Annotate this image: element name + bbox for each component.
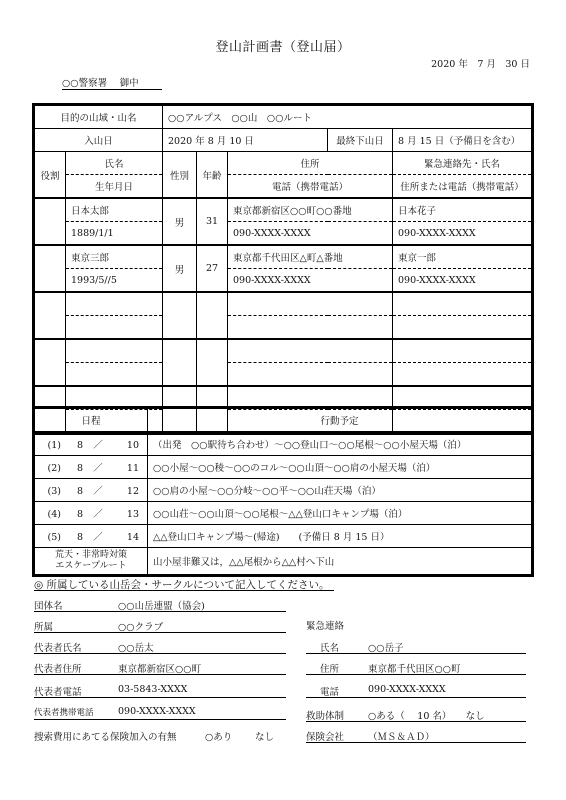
club-field-label: 所属	[34, 622, 54, 633]
schedule-no: (2)	[47, 463, 61, 474]
club-field-label: 代表者氏名	[34, 643, 82, 654]
member-row-2	[35, 316, 532, 340]
club-field-value[interactable]: ○○クラブ	[118, 622, 164, 633]
schedule-no: (3)	[47, 486, 61, 497]
club-field-value[interactable]: 090-XXXX-XXXX	[118, 706, 196, 717]
schedule-date[interactable]	[35, 502, 148, 525]
schedule-body	[35, 432, 532, 548]
emergency-field-value[interactable]: 090-XXXX-XXXX	[368, 684, 446, 695]
member-sex[interactable]	[163, 292, 197, 339]
schedule-month: 8	[76, 440, 83, 451]
insurance-label: 捜索費用にあてる保険加入の有無	[34, 732, 177, 743]
schedule-month: 8	[76, 509, 83, 520]
member-address[interactable]	[228, 339, 393, 363]
escape-value[interactable]: 山小屋非難又は，△△尾根から△△村へ下山	[148, 548, 532, 575]
entry-date-label: 入山日	[35, 129, 163, 152]
member-row	[35, 292, 532, 316]
page-title: 登山計画書（登山届）	[215, 40, 351, 55]
club-field-underline	[34, 611, 286, 612]
member-emergency-contact[interactable]	[393, 363, 532, 387]
member-name[interactable]	[66, 292, 163, 316]
insurer-label: 保険会社	[306, 732, 345, 743]
emergency-header: 緊急連絡先・氏名	[393, 152, 532, 175]
member-emergency-name[interactable]: 東京一郎	[393, 245, 532, 269]
last-day-value[interactable]: 8 月 15 日（予備日を含む）	[393, 129, 532, 152]
recipient-underline	[62, 89, 162, 90]
date-row	[35, 129, 532, 152]
member-birth[interactable]	[66, 316, 163, 340]
schedule-no: (5)	[47, 532, 61, 543]
schedule-plan[interactable]: △△登山口キャンプ場～(帰途) (予備日 8 月 15 日）	[148, 525, 532, 548]
club-field-value[interactable]: 03-5843-XXXX	[118, 684, 188, 695]
member-phone[interactable]: 090-XXXX-XXXX	[228, 269, 393, 293]
member-address[interactable]: 東京都新宿区○○町○○番地	[228, 198, 393, 222]
member-age[interactable]: 27	[197, 245, 228, 292]
address-header: 住所	[228, 152, 393, 175]
member-name[interactable]: 日本太郎	[66, 198, 163, 222]
escape-label	[35, 548, 148, 575]
destination-value[interactable]: ○○アルプス ○○山 ○○ルート	[163, 106, 532, 129]
member-row-2	[35, 222, 532, 246]
role-header: 役割	[35, 152, 66, 199]
plan-table	[34, 105, 532, 433]
emergency-field-label: 電話	[320, 687, 340, 698]
club-field-underline	[34, 719, 286, 720]
club-heading: ◎ 所属している山岳会・サークルについて記入してください。	[34, 579, 330, 591]
schedule-slash: ／	[93, 440, 103, 451]
member-name[interactable]	[66, 339, 163, 363]
schedule-day: 13	[126, 509, 139, 520]
schedule-row	[35, 456, 532, 479]
schedule-month: 8	[76, 532, 83, 543]
club-field-label: 代表者住所	[34, 664, 82, 675]
club-field-underline	[34, 632, 286, 633]
schedule-slash: ／	[93, 463, 103, 474]
schedule-plan[interactable]: ○○肩の小屋～○○分岐～○○平～○○山荘天場（泊）	[148, 479, 532, 502]
age-header: 年齢	[197, 152, 228, 199]
schedule-month: 8	[76, 486, 83, 497]
recipient: ○○警察署 御中	[62, 78, 139, 89]
escape-label-line-1: 荒天・非常時対策	[54, 550, 127, 560]
member-row	[35, 245, 532, 269]
club-field-value[interactable]: ○○山岳連盟（協会)	[118, 601, 205, 612]
member-header-row-2	[35, 175, 532, 199]
member-header-row	[35, 152, 532, 175]
club-field-label: 代表者携帯電話	[34, 708, 94, 718]
rescue-label: 救助体制	[306, 711, 345, 722]
emergency-field-underline	[306, 697, 526, 698]
schedule-day: 10	[126, 440, 139, 451]
document-date: 2020 年 7 月 30 日	[431, 59, 530, 70]
emergency-field-value[interactable]: ○○岳子	[368, 643, 404, 654]
member-birth[interactable]: 1993/5//5	[66, 269, 163, 293]
member-row	[35, 339, 532, 363]
rescue-value[interactable]: ○ある（ 10 名） なし	[368, 711, 485, 722]
member-phone[interactable]	[228, 363, 393, 387]
member-role[interactable]	[35, 339, 66, 386]
emergency-field-value[interactable]: 東京都千代田区○○町	[368, 664, 461, 675]
schedule-day-header: 日程	[35, 409, 148, 433]
schedule-table	[34, 408, 532, 575]
schedule-row	[35, 502, 532, 525]
schedule-date[interactable]	[35, 525, 148, 548]
member-age[interactable]	[197, 339, 228, 386]
member-age[interactable]	[197, 292, 228, 339]
phone-header: 電話（携帯電話）	[228, 175, 393, 199]
member-role[interactable]	[35, 292, 66, 339]
schedule-row	[35, 525, 532, 548]
member-address[interactable]: 東京都千代田区△町△番地	[228, 245, 393, 269]
member-address[interactable]	[228, 292, 393, 316]
member-row-2	[35, 269, 532, 293]
club-heading-underline	[34, 590, 334, 591]
member-name[interactable]: 東京三郎	[66, 245, 163, 269]
member-emergency-name[interactable]	[393, 339, 532, 363]
destination-row	[35, 106, 532, 129]
escape-label-line-2: エスケープルート	[55, 561, 127, 571]
club-field-underline	[34, 653, 286, 654]
schedule-date[interactable]	[35, 432, 148, 456]
members-body	[35, 198, 532, 433]
member-sex[interactable]: 男	[163, 198, 197, 245]
member-address[interactable]	[228, 386, 393, 410]
schedule-header-row	[35, 409, 532, 433]
club-field-label: 代表者電話	[34, 687, 82, 698]
member-role[interactable]	[35, 245, 66, 292]
schedule-plan-header: 行動予定	[148, 409, 532, 433]
member-emergency-name[interactable]: 日本花子	[393, 198, 532, 222]
member-phone[interactable]	[228, 316, 393, 340]
insurer-underline	[306, 742, 526, 743]
emergency-contact-header: 住所または電話（携帯電話）	[393, 175, 532, 199]
schedule-no: (1)	[47, 440, 61, 451]
club-field-underline	[34, 674, 286, 675]
emergency-field-label: 氏名	[320, 643, 340, 654]
destination-label: 目的の山域・山名	[35, 106, 163, 129]
schedule-day: 12	[126, 486, 139, 497]
schedule-row	[35, 432, 532, 456]
member-role[interactable]	[35, 198, 66, 245]
member-name[interactable]	[66, 386, 163, 410]
club-field-label: 団体名	[34, 601, 63, 612]
schedule-slash: ／	[93, 509, 103, 520]
schedule-row	[35, 479, 532, 502]
schedule-date[interactable]	[35, 456, 148, 479]
member-emergency-contact[interactable]: 090-XXXX-XXXX	[393, 269, 532, 293]
member-birth[interactable]: 1889/1/1	[66, 222, 163, 246]
member-emergency-contact[interactable]	[393, 316, 532, 340]
member-row	[35, 198, 532, 222]
rescue-underline	[306, 721, 526, 722]
member-row	[35, 386, 532, 410]
emergency-field-underline	[306, 674, 526, 675]
member-sex[interactable]: 男	[163, 245, 197, 292]
schedule-day: 11	[126, 463, 139, 474]
schedule-plan[interactable]: ○○小屋～○○稜～○○のコル～○○山頂～○○肩の小屋天場（泊）	[148, 456, 532, 479]
schedule-day: 14	[126, 532, 139, 543]
member-phone[interactable]: 090-XXXX-XXXX	[228, 222, 393, 246]
schedule-date[interactable]	[35, 479, 148, 502]
schedule-plan[interactable]: ○○山荘～○○山頂～○○尾根～△△登山口キャンプ場（泊）	[148, 502, 532, 525]
entry-date-value[interactable]: 2020 年 8 月 10 日	[163, 129, 328, 152]
insurer-value[interactable]: （ＭＳ＆ＡＤ）	[368, 732, 435, 743]
member-birth[interactable]	[66, 363, 163, 387]
escape-row	[35, 548, 532, 575]
member-emergency-name[interactable]	[393, 292, 532, 316]
member-row-2	[35, 363, 532, 387]
member-age[interactable]: 31	[197, 198, 228, 245]
emergency-field-underline	[306, 653, 526, 654]
insurance-yes[interactable]: ○あり	[205, 732, 233, 743]
schedule-slash: ／	[93, 486, 103, 497]
name-header: 氏名	[66, 152, 163, 175]
insurance-no[interactable]: なし	[255, 732, 275, 743]
schedule-plan[interactable]: （出発 ○○駅待ち合わせ）～○○登山口～○○尾根～○○小屋天場（泊）	[148, 432, 532, 456]
club-field-value[interactable]: 東京都新宿区○○町	[118, 664, 202, 675]
member-sex[interactable]	[163, 339, 197, 386]
club-field-value[interactable]: ○○岳太	[118, 643, 154, 654]
sex-header: 性別	[163, 152, 197, 199]
schedule-no: (4)	[47, 509, 61, 520]
member-emergency-name[interactable]	[393, 386, 532, 410]
member-emergency-contact[interactable]: 090-XXXX-XXXX	[393, 222, 532, 246]
birth-header: 生年月日	[66, 175, 163, 199]
emergency-field-label: 住所	[320, 664, 340, 675]
emergency-contact-title: 緊急連絡	[306, 621, 345, 632]
club-field-underline	[34, 697, 286, 698]
schedule-slash: ／	[93, 532, 103, 543]
schedule-month: 8	[76, 463, 83, 474]
last-day-label: 最終下山日	[328, 129, 393, 152]
